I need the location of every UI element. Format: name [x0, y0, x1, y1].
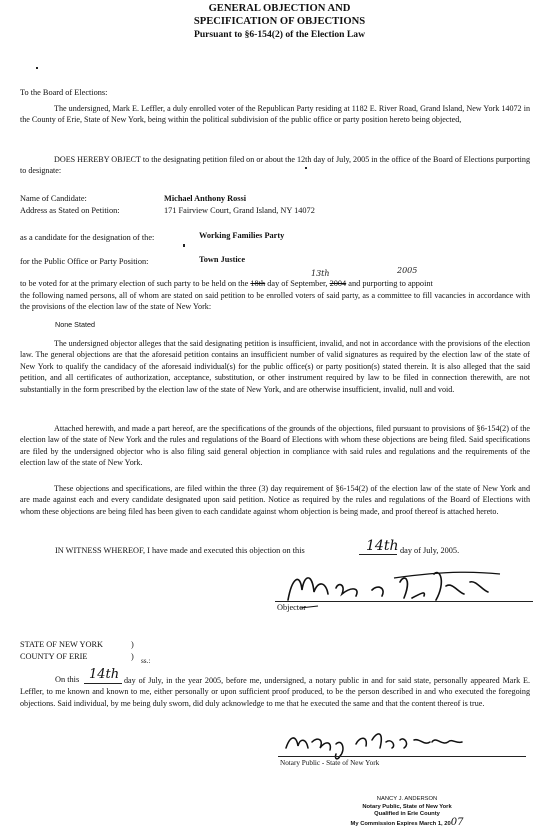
candidate-name-value: Michael Anthony Rossi — [164, 194, 247, 203]
venue-paren-2: ) — [131, 652, 134, 661]
objection-text: to the designating petition filed on or about the 12th day of July, 2005 in the office of the Board of Elections purporting to designate: — [20, 155, 530, 176]
notary-paragraph: day of July, in the year 2005, before me, undersigned, a notary public in and for said state, personally appeared Mark E. Leffler, to me known and known to me, either personally or upon sufficient proof produced, to be the person described in and who executed the foregoing objections. Said individual, by me being duly sworn, did duly acknowledge to me that he executed the same and that the content thereof is true. — [20, 676, 530, 708]
struck-day: 18th — [250, 279, 266, 288]
specifications-paragraph: Attached herewith, and made a part hereof, are the specifications of the grounds of the objections, filed pursuant to provisions of §6-154(2) of the election law of the state of New York and the rules and regulations of the Board of Elections with whom these objections are being filed. Said specifications are filed by the undersigned objector who is also filing said general objection in compliance with said rules and regulations and the requirements of the election law of the state of New York. — [20, 424, 530, 468]
candidate-name-label: Name of Candidate: — [20, 194, 87, 203]
objector-label: Objector — [277, 603, 307, 612]
designation-label: as a candidate for the designation of the: — [20, 233, 155, 242]
witness-text-after: day of July, 2005. — [400, 546, 460, 555]
doc-subtitle: Pursuant to §6-154(2) of the Election Law — [193, 29, 366, 40]
scan-speck — [305, 167, 307, 169]
general-objection-paragraph: The undersigned objector alleges that the said designating petition is insufficient, invalid, and not in accordance with the provisions of the election law. The general objections are that the aforesaid petition contains an insufficient number of valid signatures as required by the election law of the state of New York to qualify the candidacy of the aforesaid individual(s) for the public office(s) or party position(s) stated therein. It is also alleged that the said petition, and all certificates of authorization, acceptance, substitution, or other instrument required by law to be filed in connection therewith, are not substantially in the form prescribed by the election law of the state of New York, and are otherwise insufficient, invalid, null and void. — [20, 339, 530, 394]
primary-text-after: and purporting to appoint — [348, 279, 433, 288]
doc-title-line2: SPECIFICATION OF OBJECTIONS — [193, 16, 366, 27]
scan-speck — [183, 244, 185, 247]
notary-public-label: Notary Public - State of New York — [280, 759, 380, 767]
stamp-county: Qualified in Erie County — [374, 811, 440, 818]
office-value: Town Justice — [199, 255, 246, 264]
witness-handwritten-day: 14th — [366, 538, 399, 554]
stamp-expiry-text: My Commission Expires March 1, 20 — [350, 820, 451, 827]
committee-none: None Stated — [55, 320, 95, 329]
primary-text-before: to be voted for at the primary election of such party to be held on the — [20, 279, 249, 288]
intro-paragraph: The undersigned, Mark E. Leffler, a duly enrolled voter of the Republican Party residing at 1182 E. River Road, Grand Island, New York 14072 in the County of Erie, State of New York, being within the political subdivision of the public office or party position hereto being objected, — [20, 104, 530, 125]
notary-handwritten-day: 14th — [89, 667, 120, 682]
doc-title-line1: GENERAL OBJECTION AND — [208, 3, 351, 14]
candidate-address-label: Address as Stated on Petition: — [20, 206, 120, 215]
stamp-name: NANCY J. ANDERSON — [376, 796, 438, 802]
notary-on-this: On this — [55, 675, 80, 684]
notary-stamp — [312, 796, 502, 828]
venue-state: STATE OF NEW YORK — [20, 640, 103, 649]
stamp-title: Notary Public, State of New York — [362, 803, 452, 810]
office-label: for the Public Office or Party Position: — [20, 257, 149, 266]
notary-signature-line — [278, 756, 526, 757]
stamp-expiry — [312, 816, 502, 829]
handwritten-day: 13th — [311, 269, 330, 278]
stamp-expiry-year: 07 — [450, 816, 464, 828]
scan-speck — [36, 67, 38, 69]
primary-text-mid: day of September, — [267, 279, 328, 288]
filing-paragraph: These objections and specifications, are filed within the three (3) day requirement of §6-154(2) of the election law of the state of New York and are made against each and every candidate designated upon said petition. Notice as required by the rules and regulations of the Board of Elections with whom these objections are being filed has been given to each candidate against whom objection is being made, and proof thereof is attached hereto. — [20, 484, 530, 516]
witness-text-before: IN WITNESS WHEREOF, I have made and executed this objection on this — [55, 546, 305, 555]
venue-county: COUNTY OF ERIE — [20, 652, 88, 661]
objection-lead: DOES HEREBY OBJECT — [54, 155, 141, 164]
designation-value: Working Families Party — [199, 231, 285, 240]
venue-ss: ss.: — [141, 657, 151, 665]
primary-rest: the following named persons, all of whom are stated on said petition to be enrolled voters of said party, as a committee to fill vacancies in accordance with the provisions of the election law of the state of New York: — [20, 291, 530, 312]
struck-year: 2004 — [329, 279, 347, 288]
handwritten-year: 2005 — [397, 266, 418, 275]
salutation: To the Board of Elections: — [20, 88, 108, 97]
venue-paren-1: ) — [131, 640, 134, 649]
candidate-address-value: 171 Fairview Court, Grand Island, NY 14072 — [164, 206, 315, 215]
